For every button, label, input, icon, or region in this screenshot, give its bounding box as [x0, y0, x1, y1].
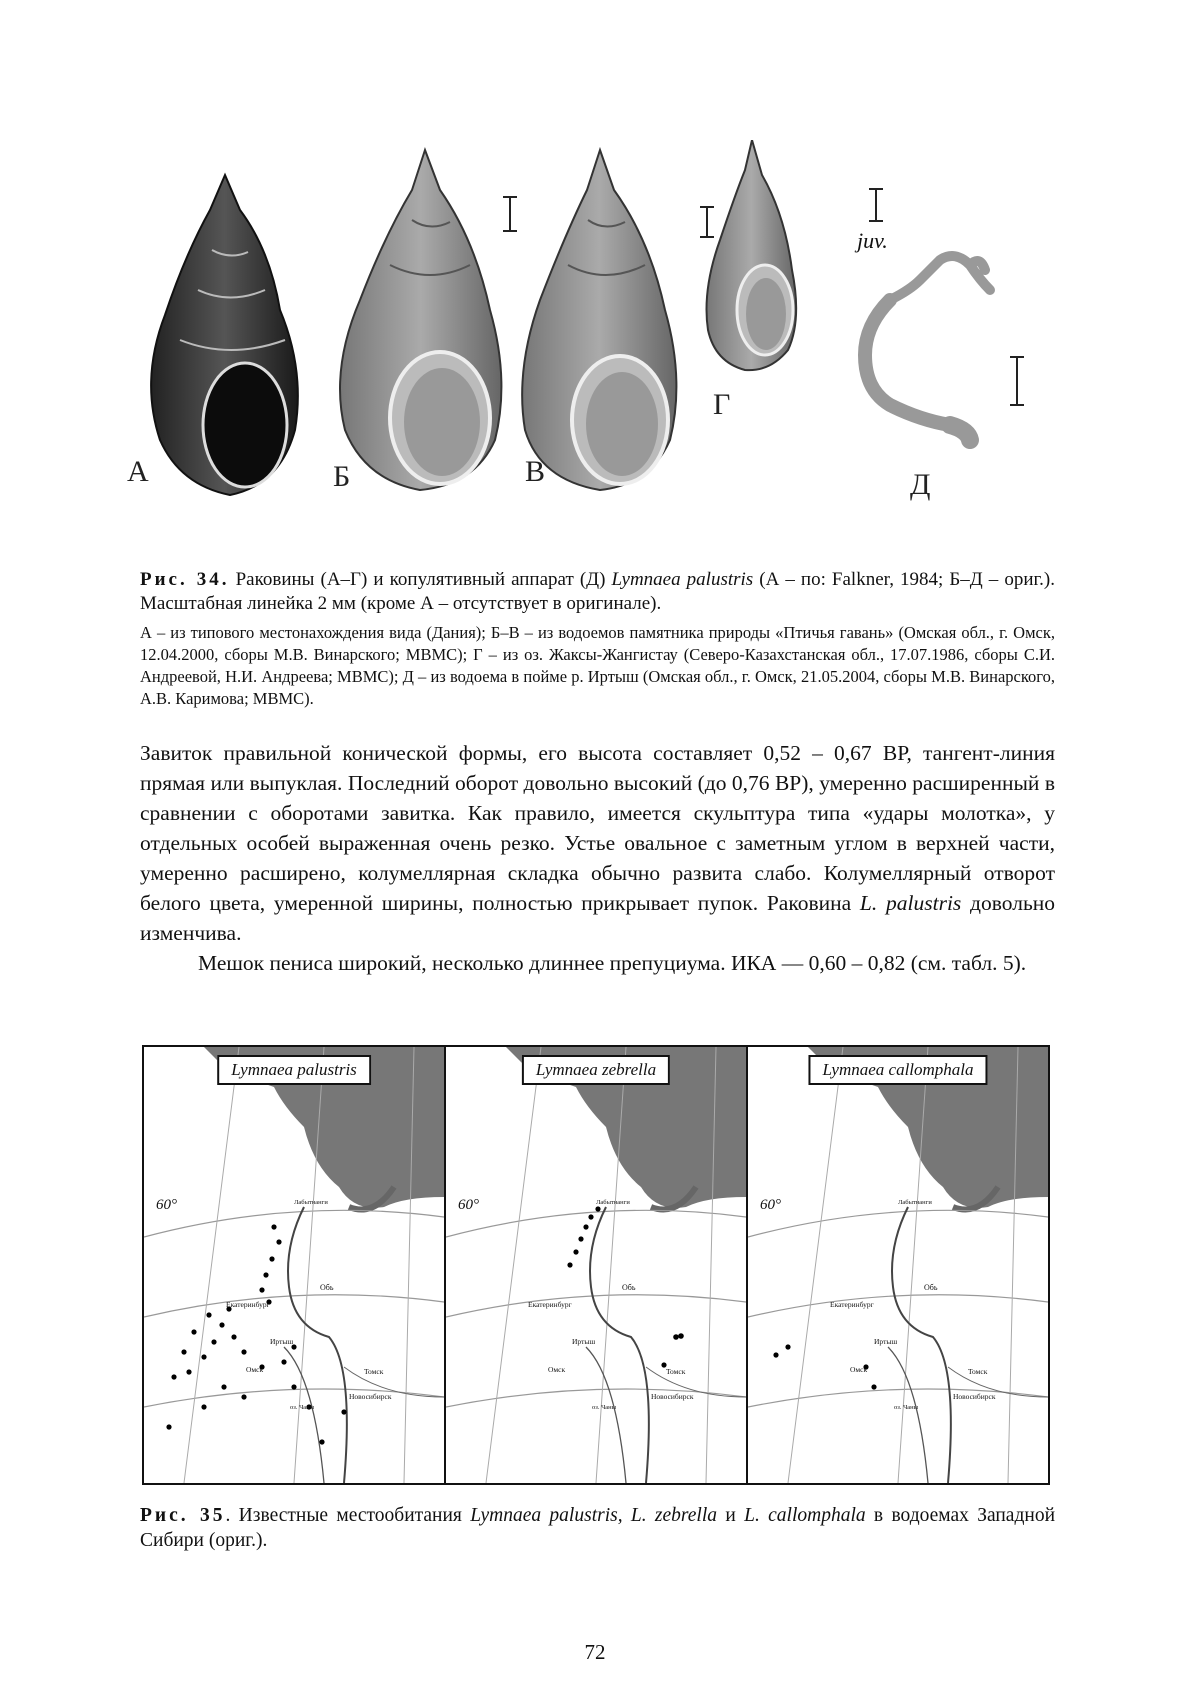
map-zebrella [444, 1045, 748, 1485]
caption-text: Раковины (А–Г) и копулятивный аппарат (Д) [229, 569, 612, 590]
label-d: Д [910, 468, 931, 501]
ekaterinburg-label: Екатеринбург [528, 1300, 572, 1309]
shell-b [340, 150, 501, 490]
caption-lead: Рис. 35 [140, 1505, 226, 1526]
caption-lead: Рис. 34. [140, 569, 230, 590]
latitude-label: 60° [760, 1197, 781, 1213]
shell-a [151, 175, 298, 495]
latitude-label: 60° [458, 1197, 479, 1213]
irtysh-label: Иртыш [874, 1337, 898, 1346]
irtysh-label: Иртыш [572, 1337, 596, 1346]
omsk-label: Омск [850, 1365, 868, 1374]
juv-label: juv. [857, 228, 888, 253]
label-b: Б [333, 460, 351, 493]
ob-label: Обь [924, 1283, 938, 1292]
paragraph-1: Завиток правильной конической формы, его высота составляет 0,52 – 0,67 ВР, тангент-линия прямая или выпуклая. Последний оборот довольно высокий (до 0,76 ВР), умеренно расширенный в сравнении с оборотами завитка. Как правило, имеется скульптура типа «удары молотка», у отдельных особей выраженная очень резко. Устье овальное с заметным углом в верхней части, умеренно расширено, колумеллярная складка обычно развита слабо. Колумеллярный отворот белого цвета, умеренной ширины, полностью прикрывает пупок. Раковина L. palustris довольно изменчива. [140, 741, 1056, 945]
ob-label: Обь [320, 1283, 334, 1292]
scale-bar-d [1010, 356, 1024, 406]
tomsk-label: Томск [364, 1367, 384, 1376]
map-callomphala [746, 1045, 1050, 1485]
novosibirsk-label: Новосибирск [651, 1392, 694, 1401]
shell-g [707, 140, 797, 370]
omsk-label: Омск [548, 1365, 566, 1374]
label-a: А [127, 455, 149, 488]
shell-illustrations [120, 140, 1080, 520]
label-v: В [525, 455, 546, 488]
novosibirsk-label: Новосибирск [953, 1392, 996, 1401]
map-title: Lymnaea zebrella [522, 1055, 670, 1085]
novosibirsk-label: Новосибирск [349, 1392, 392, 1401]
figure-34-note: А – из типового местонахождения вида (Дания); Б–В – из водоемов памятника природы «Птичья гавань» (Омская обл., г. Омск, 12.04.2000, сборы М.В. Винарского; МВМС); Г – из оз. Жаксы-Жангистау (Северо-Казахстанская обл., 17.07.1986, сборы С.И. Андреевой, Н.И. Андреева; МВМС); Д – из водоема в пойме р. Иртыш (Омская обл., г. Омск, 21.05.2004, сборы М.В. Винарского, А.В. Каримова; МВМС). [140, 623, 1055, 708]
map-title: Lymnaea palustris [217, 1055, 371, 1085]
scale-bar-v [700, 206, 714, 238]
map-palustris [142, 1045, 446, 1485]
page-number: 72 [584, 1640, 606, 1664]
scale-bar-g [869, 188, 883, 222]
map-title: Lymnaea callomphala [808, 1055, 987, 1085]
tomsk-label: Томск [968, 1367, 988, 1376]
figure-34-caption [140, 568, 1055, 616]
caption-text: (А – по: Falkner, 1984; Б–Д – ориг.). Масштабная линейка 2 мм (кроме А – отсутствует в оригинале). [140, 569, 1055, 614]
tomsk-label: Томск [666, 1367, 686, 1376]
ekaterinburg-label: Екатеринбург [226, 1300, 270, 1309]
labytnangi-label: Лабытнанги [294, 1199, 328, 1206]
latitude-label: 60° [156, 1197, 177, 1213]
scale-bar-b [503, 196, 517, 232]
paragraph-2: Мешок пениса широкий, несколько длиннее препуциума. ИКА — 0,60 – 0,82 (см. табл. 5). [198, 951, 1027, 975]
copulatory-apparatus [865, 256, 990, 440]
ob-label: Обь [622, 1283, 636, 1292]
caption-species: Lymnaea palustris [611, 569, 754, 590]
body-text [140, 738, 1055, 978]
labytnangi-label: Лабытнанги [596, 1199, 630, 1206]
ekaterinburg-label: Екатеринбург [830, 1300, 874, 1309]
label-g: Г [713, 388, 731, 421]
omsk-label: Омск [246, 1365, 264, 1374]
chany-label: оз. Чаны [592, 1404, 617, 1411]
chany-label: оз. Чаны [290, 1404, 315, 1411]
irtysh-label: Иртыш [270, 1337, 294, 1346]
labytnangi-label: Лабытнанги [898, 1199, 932, 1206]
figure-35-caption: Рис. 35. Известные местообитания Lymnaea palustris, L. zebrella и L. callomphala в водоемах Западной Сибири (ориг.). [140, 1505, 1056, 1551]
shell-v [522, 150, 676, 490]
chany-label: оз. Чаны [894, 1404, 919, 1411]
